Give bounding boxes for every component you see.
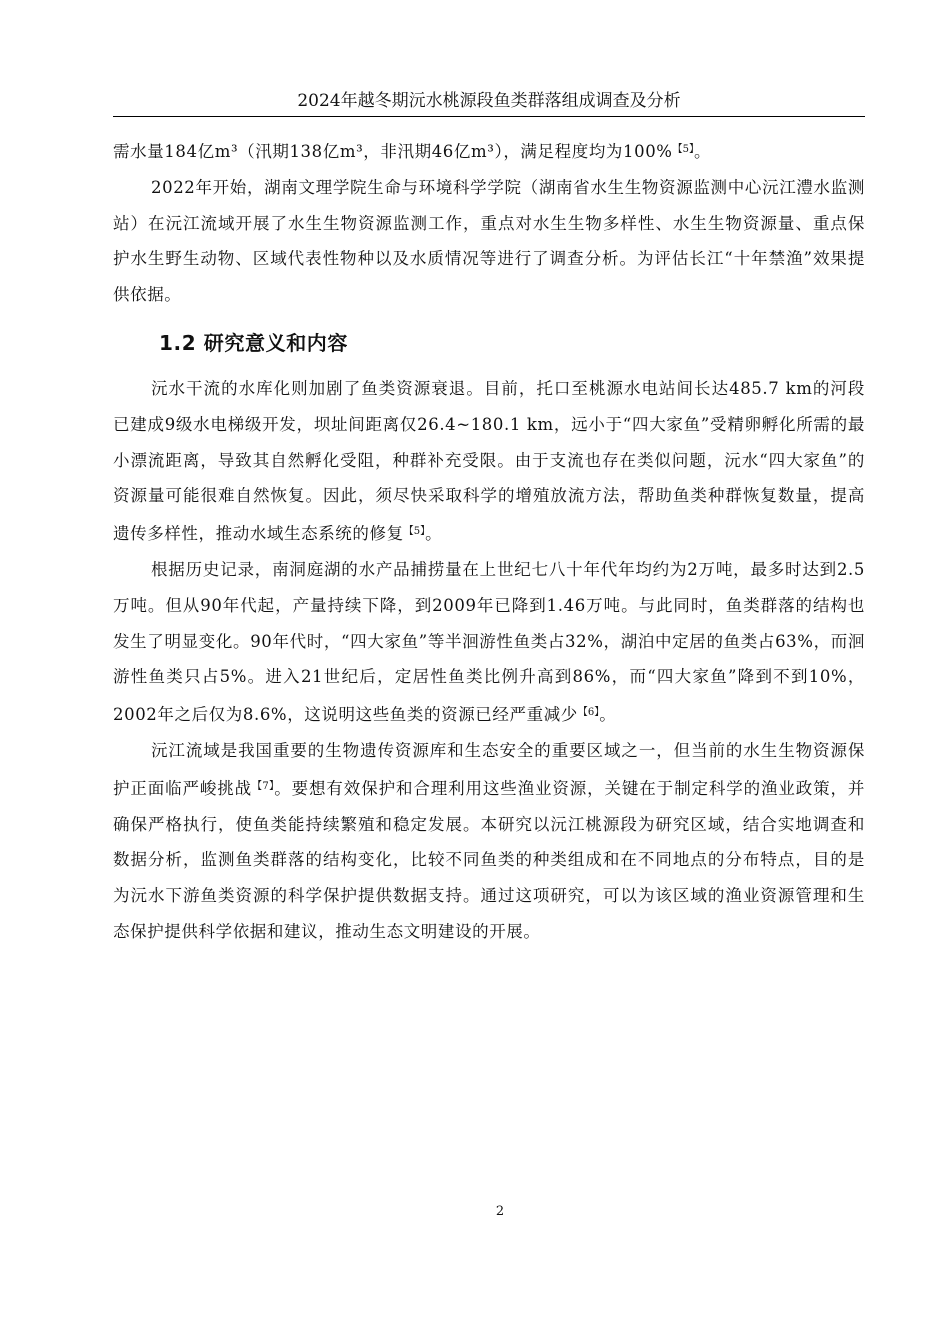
paragraph-history <box>113 552 865 733</box>
paragraph-objective <box>113 733 865 950</box>
section-heading: 1.2 研究意义和内容 <box>159 330 348 355</box>
paragraph-monitoring: 2022年开始，湖南文理学院生命与环境科学学院（湖南省水生生物资源监测中心沅江澧水监测站）在沅江流域开展了水生生物资源监测工作，重点对水生生物多样性、水生生物资源量、重点保护水生野生动物、区域代表性物种以及水质情况等进行了调查分析。为评估长江“十年禁渔”效果提供依据。 <box>113 177 865 305</box>
citation: 【5】 <box>403 526 426 538</box>
paragraph-text: 沅水干流的水库化则加剧了鱼类资源衰退。目前，托口至桃源水电站间长达485.7 km的河段已建成9级水电梯级开发，坝址间距离仅26.4~180.1 km，远小于“四大家鱼”受精卵孵化所需的最小漂流距离，导致其自然孵化受阻，种群补充受限。由于支流也存在类似问题，沅水“四大家鱼”的资源量可能很难自然恢复。因此，须尽快采取科学的增殖放流方法，帮助鱼类种群恢复数量，提高遗传多样性，推动水域生态系统的修复 <box>113 378 865 544</box>
page-number: 2 <box>495 1204 505 1219</box>
paragraph-tail: 。 <box>425 524 443 544</box>
paragraph-text: 根据历史记录，南洞庭湖的水产品捕捞量在上世纪七八十年代年均约为2万吨，最多时达到2.5万吨。但从90年代起，产量持续下降，到2009年已降到1.46万吨。与此同时，鱼类群落的结构也发生了明显变化。90年代时，“四大家鱼”等半洄游性鱼类占32%，湖泊中定居的鱼类占63%，而洄游性鱼类只占5%。进入21世纪后，定居性鱼类比例升高到86%，而“四大家鱼”降到不到10%，2002年之后仅为8.6%，这说明这些鱼类的资源已经严重减少 <box>113 559 865 725</box>
paragraph-reservoir <box>113 371 865 552</box>
paragraph-continuation <box>113 132 865 170</box>
header-rule <box>113 116 865 117</box>
paragraph-tail: 。 <box>599 705 617 725</box>
citation: 【5】 <box>672 144 694 155</box>
paragraph-text: 沅江流域是我国重要的生物遗传资源库和生态安全的重要区域之一，但当前的水生生物资源保护正面临严峻挑战 <box>113 740 865 798</box>
body-text <box>113 132 865 950</box>
citation: 【6】 <box>577 707 600 719</box>
paragraph-text: 需水量184亿m³（汛期138亿m³，非汛期46亿m³），满足程度均为100% <box>113 142 673 161</box>
paragraph-text: 。要想有效保护和合理利用这些渔业资源，关键在于制定科学的渔业政策，并确保严格执行，使鱼类能持续繁殖和稳定发展。本研究以沅江桃源段为研究区域，结合实地调查和数据分析，监测鱼类群落的结构变化，比较不同鱼类的种类组成和在不同地点的分布特点，目的是为沅水下游鱼类资源的科学保护提供数据支持。通过这项研究，可以为该区域的渔业资源管理和生态保护提供科学依据和建议，推动生态文明建设的开展。 <box>113 778 865 941</box>
paragraph-tail: 。 <box>693 142 712 161</box>
citation: 【7】 <box>252 780 275 792</box>
running-header: 2024年越冬期沅水桃源段鱼类群落组成调查及分析 <box>297 91 681 111</box>
